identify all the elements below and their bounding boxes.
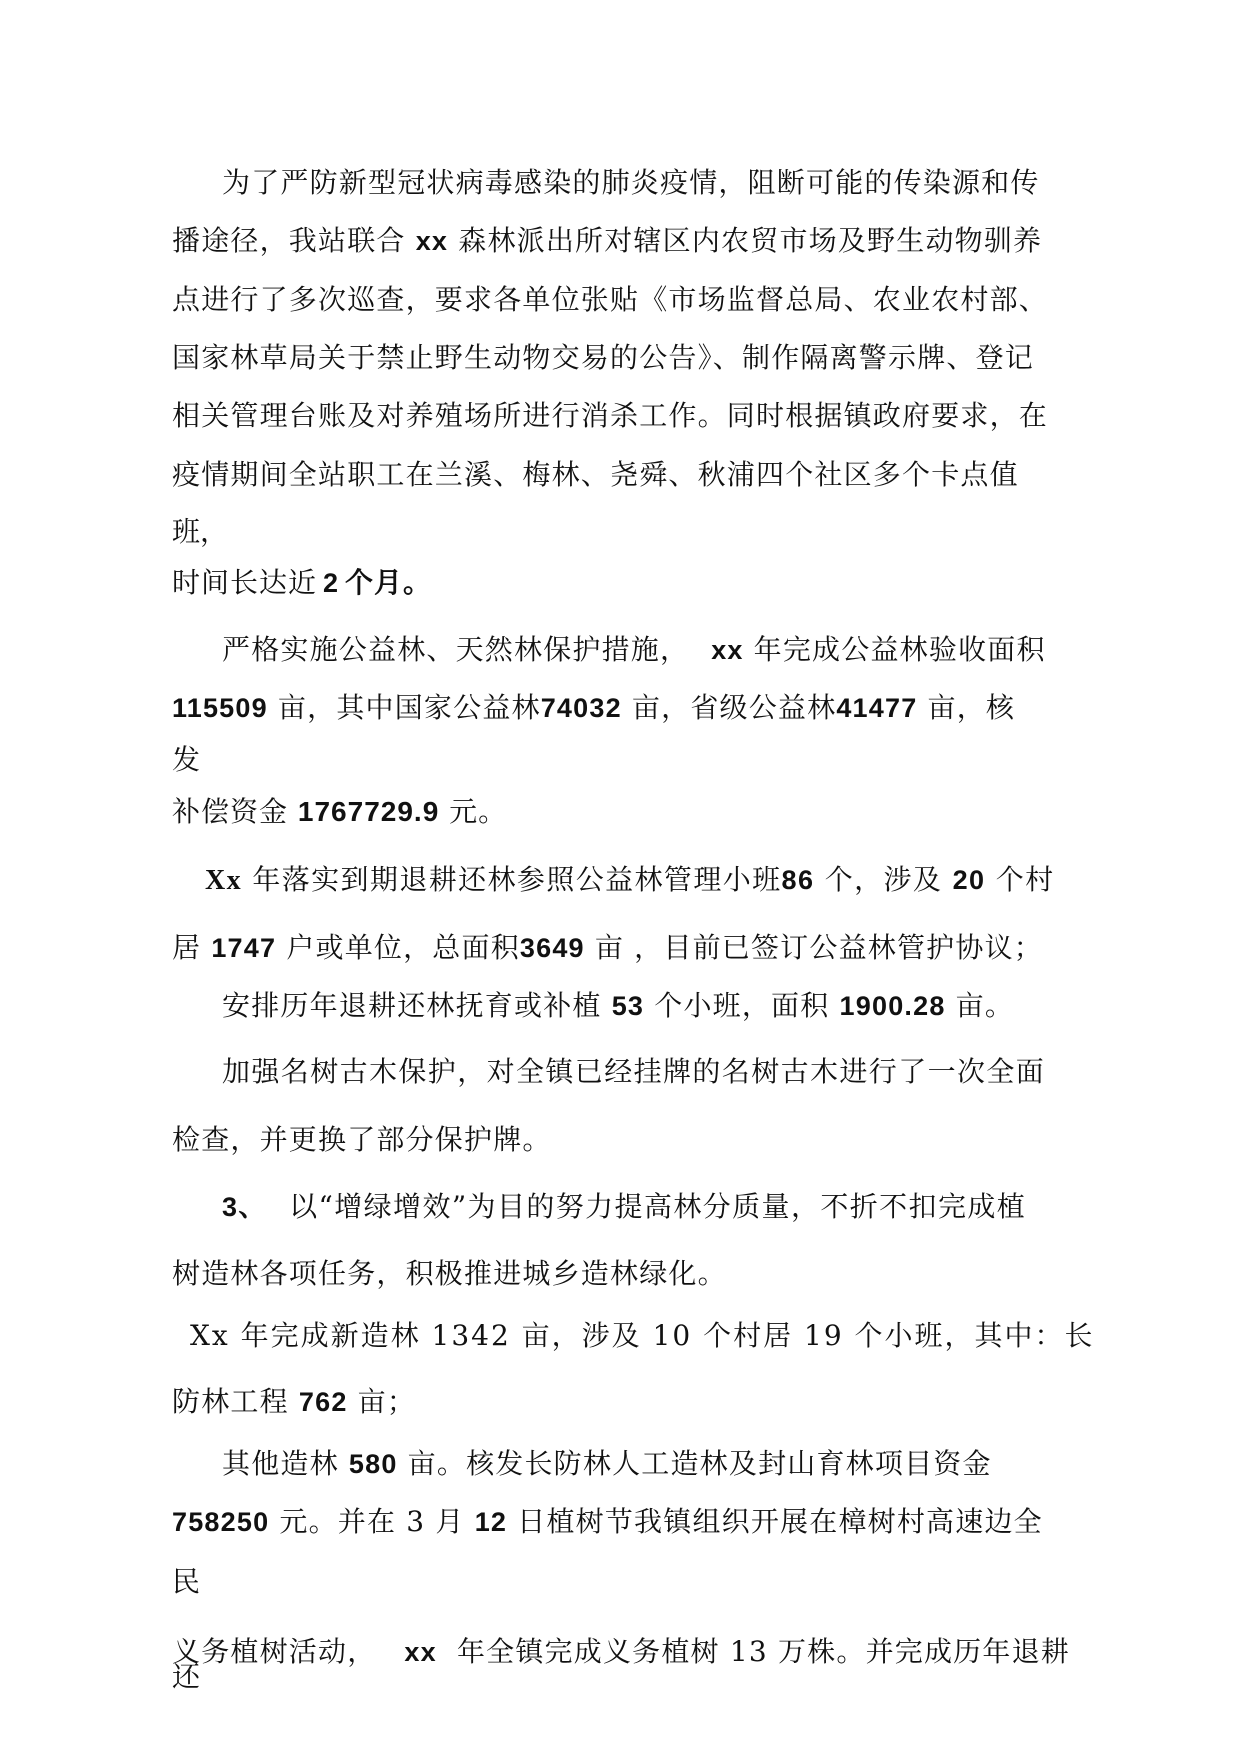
text: 个，涉及 xyxy=(814,863,953,896)
text: 年全镇完成义务植树 13 万株。并完成历年退耕 xyxy=(446,1635,1070,1668)
text: 播途径，我站联合 xyxy=(172,224,416,257)
text: 居 xyxy=(172,931,212,964)
text: 安排历年退耕还林抚育或补植 xyxy=(222,989,612,1022)
number: 41477 xyxy=(836,693,918,723)
para2-line4 xyxy=(172,792,507,832)
para7-line1: Xx 年完成新造林 1342 亩，涉及 10 个村居 19 个小班，其中：长 xyxy=(190,1319,1095,1352)
text: 年完成公益林验收面积 xyxy=(753,633,1046,666)
number: 86 xyxy=(781,865,815,895)
xx-text: Xx xyxy=(205,865,243,896)
para1-line6: 疫情期间全站职工在兰溪、梅林、尧舜、秋浦四个社区多个卡点值 xyxy=(172,458,1019,491)
text: 日植树节我镇组织开展在樟树村高速边全 xyxy=(507,1505,1043,1538)
text: 年落实到期退耕还林参照公益林管理小班 xyxy=(242,863,782,896)
xx-text: xx xyxy=(415,226,449,256)
para7-line2 xyxy=(172,1382,416,1422)
para4-line1 xyxy=(222,986,1014,1026)
para1-line1: 为了严防新型冠状病毒感染的肺炎疫情，阻断可能的传染源和传 xyxy=(222,166,1040,199)
text: 元。 xyxy=(439,795,508,828)
number: 115509 xyxy=(172,693,268,723)
para5-line1: 加强名树古木保护，对全镇已经挂牌的名树古木进行了一次全面 xyxy=(222,1055,1046,1088)
number: 1900.28 xyxy=(839,991,946,1021)
number: 1767729.9 xyxy=(297,796,440,827)
number: 758250 xyxy=(172,1507,270,1537)
xx-text: xx xyxy=(711,635,744,665)
para5-line2: 检查，并更换了部分保护牌。 xyxy=(172,1123,552,1156)
para3-line2 xyxy=(172,928,1043,968)
para8-line3: 民 xyxy=(172,1565,201,1598)
number: 53 xyxy=(611,991,645,1021)
text: 亩，省级公益林 xyxy=(621,691,837,724)
para1-line7: 班， xyxy=(172,515,229,548)
para8-line1 xyxy=(222,1444,992,1484)
text: 元。并在 3 月 xyxy=(269,1505,475,1538)
para1-line5: 相关管理台账及对养殖场所进行消杀工作。同时根据镇政府要求，在 xyxy=(172,399,1049,432)
text: 亩； xyxy=(347,1385,417,1418)
text: 其他造林 xyxy=(222,1447,349,1480)
number: 580 xyxy=(348,1449,398,1479)
para6-line2: 树造林各项任务，积极推进城乡造林绿化。 xyxy=(172,1257,727,1290)
text: 义务植树活动， xyxy=(172,1635,377,1668)
number: 12 xyxy=(474,1507,508,1537)
text: 个月。 xyxy=(345,566,433,599)
text: 亩，其中国家公益林 xyxy=(267,691,541,724)
number: 20 xyxy=(952,865,986,895)
text: 户或单位，总面积 xyxy=(276,931,520,964)
para2-line1 xyxy=(222,630,1046,670)
text: 以“增绿增效”为目的努力提高林分质量，不折不扣完成植 xyxy=(278,1190,1027,1223)
para1-line8 xyxy=(172,563,432,603)
para8-line4 xyxy=(172,1632,1070,1672)
number: 3649 xyxy=(519,933,585,963)
para2-line3: 发 xyxy=(172,743,201,776)
para8-line2 xyxy=(172,1502,1043,1542)
para3-line1 xyxy=(205,860,1055,901)
text: 严格实施公益林、天然林保护措施， xyxy=(222,633,690,666)
para1-line2 xyxy=(172,221,1042,261)
text: 补偿资金 xyxy=(172,795,298,828)
text: 亩。 xyxy=(945,989,1015,1022)
para1-line3: 点进行了多次巡查，要求各单位张贴《市场监督总局、农业农村部、 xyxy=(172,283,1049,316)
text: 亩。核发长防林人工造林及封山育林项目资金 xyxy=(397,1447,992,1480)
para6-line1 xyxy=(222,1187,1026,1227)
number: 762 xyxy=(298,1387,348,1417)
number: 2 xyxy=(323,568,340,598)
xx-text: xx xyxy=(404,1637,437,1667)
section-number: 3、 xyxy=(222,1192,267,1222)
para2-line2 xyxy=(172,688,1015,728)
number: 1747 xyxy=(211,933,277,963)
para8-line5: 还 xyxy=(172,1660,201,1693)
text: 防林工程 xyxy=(172,1385,299,1418)
text: 亩 ，目前已签订公益林管护协议； xyxy=(584,931,1043,964)
text: 时间长达近 xyxy=(172,566,318,599)
para1-line4: 国家林草局关于禁止野生动物交易的公告》、制作隔离警示牌、登记 xyxy=(172,341,1035,374)
text: 个小班，面积 xyxy=(644,989,840,1022)
text: 亩，核 xyxy=(917,691,1016,724)
number: 74032 xyxy=(540,693,622,723)
text: 个村 xyxy=(985,863,1055,896)
text: 森林派出所对辖区内农贸市场及野生动物驯养 xyxy=(448,224,1043,257)
